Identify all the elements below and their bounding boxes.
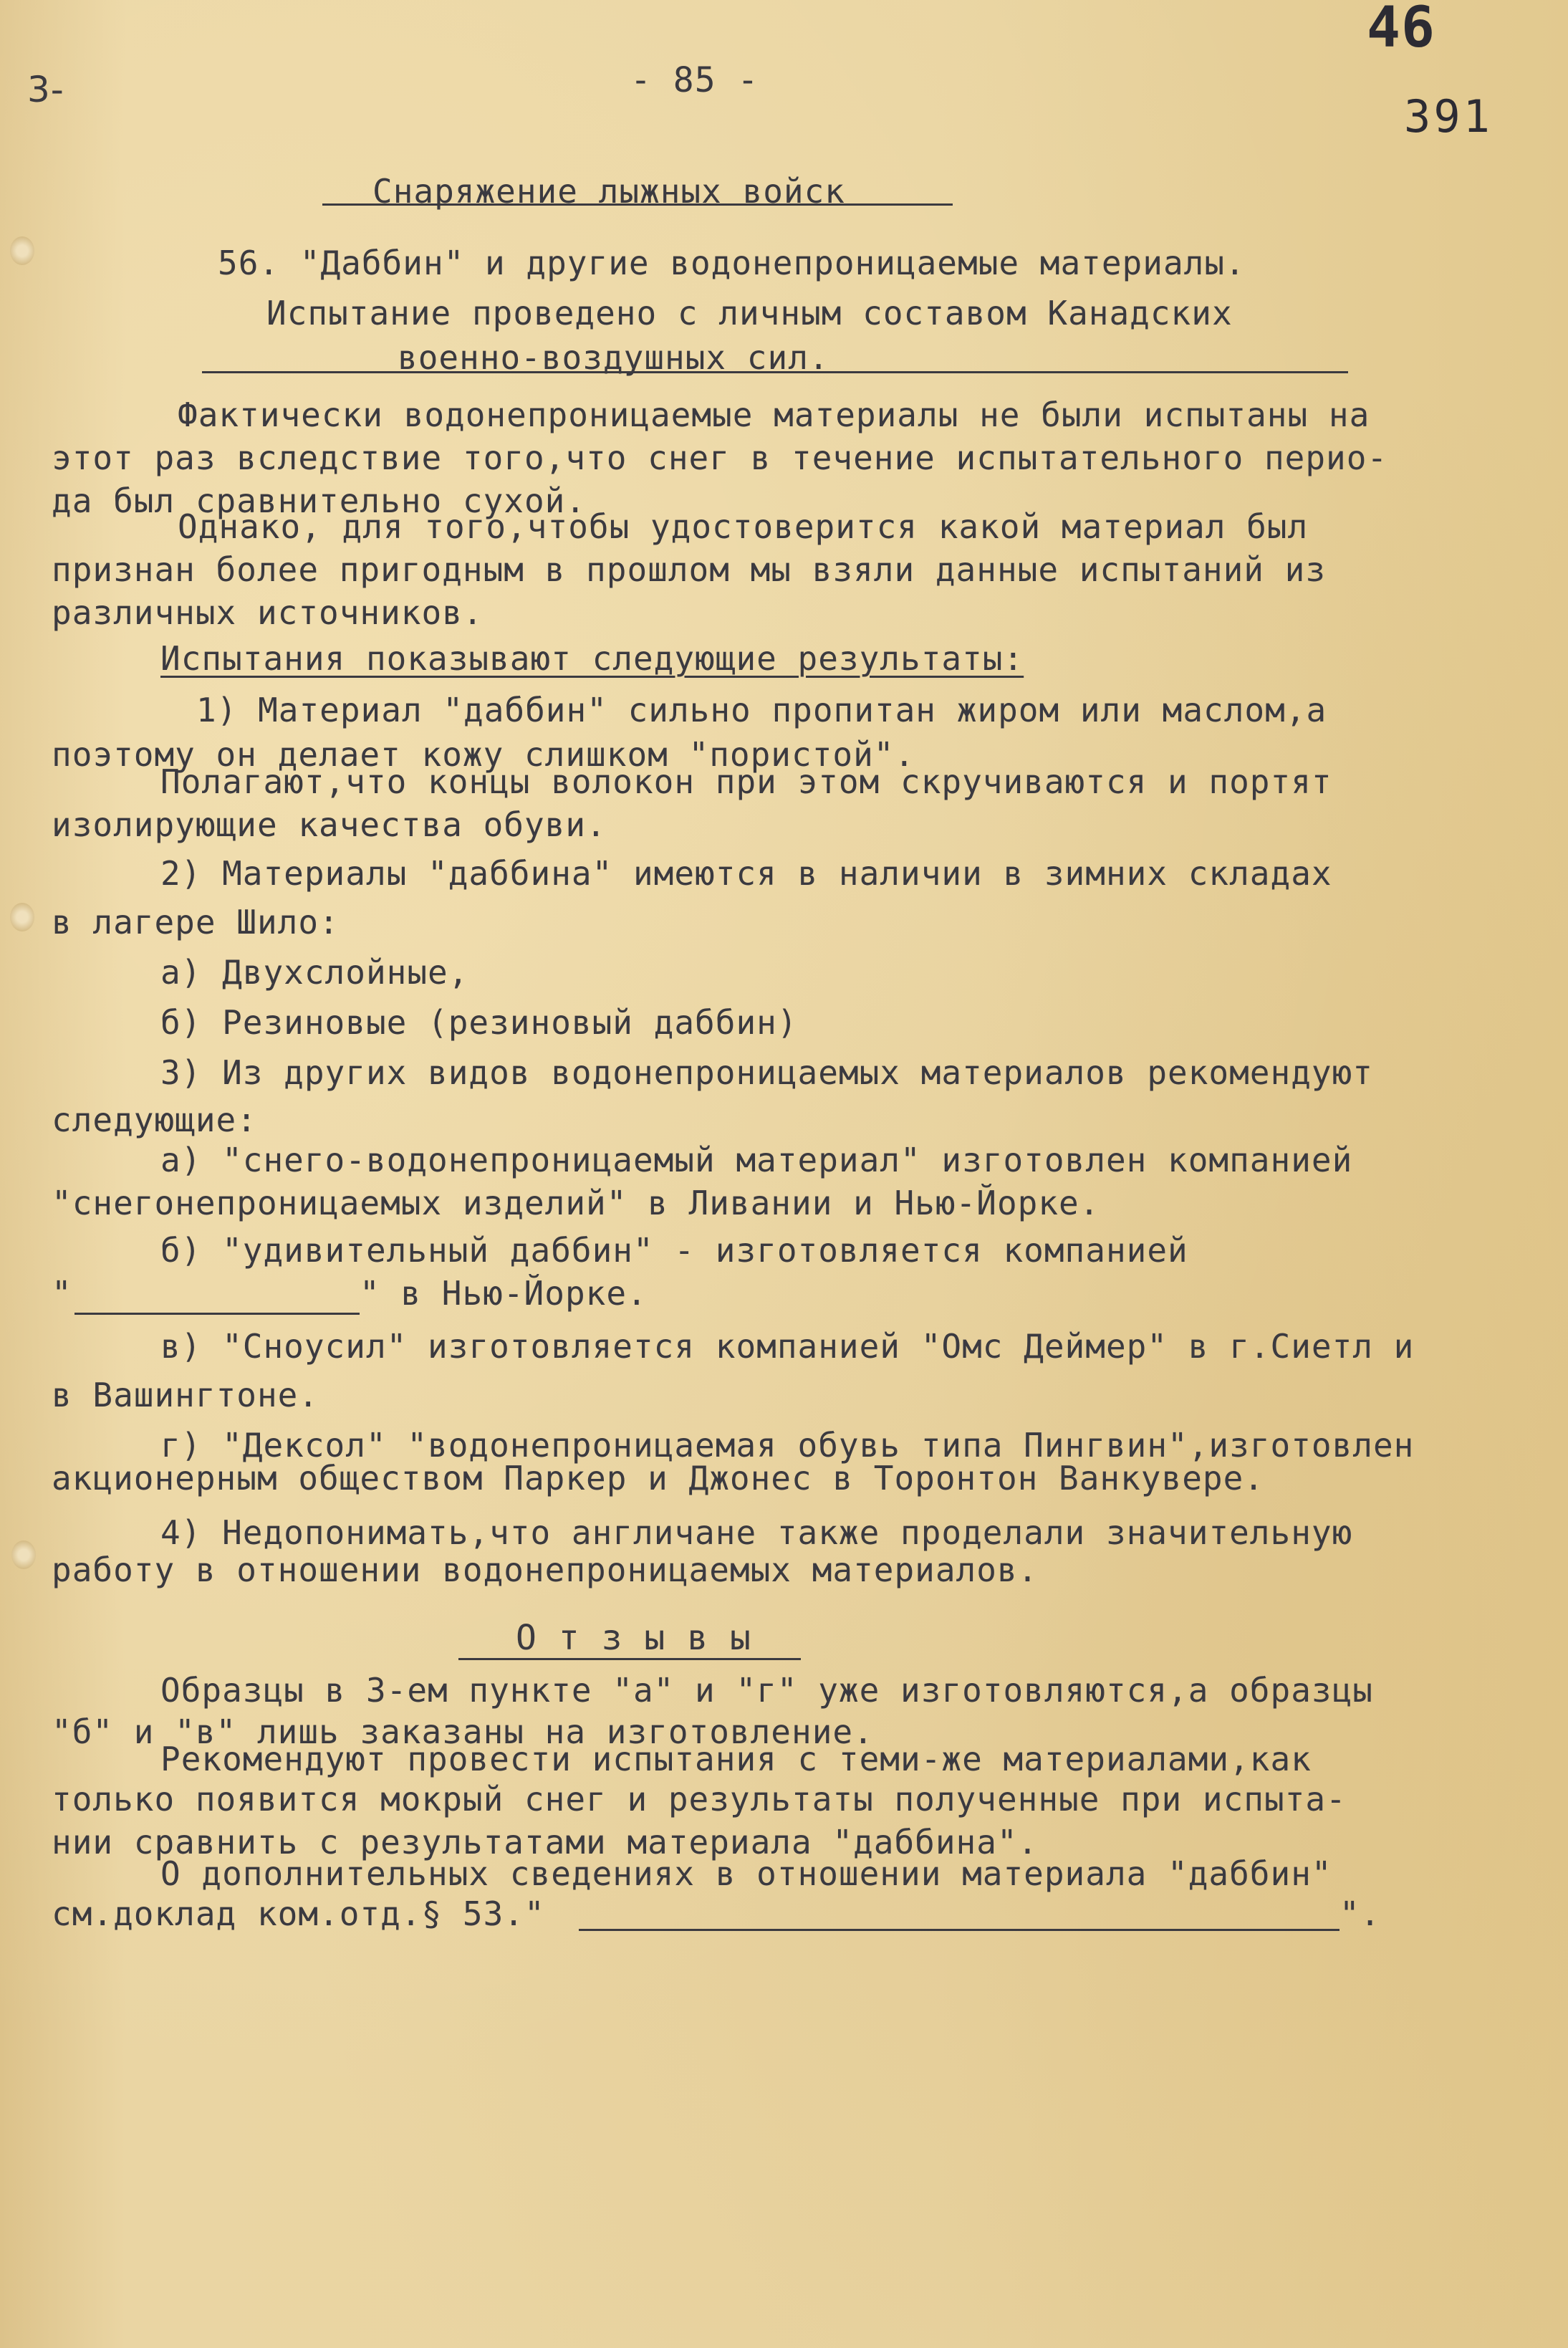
- binding-hole: [10, 903, 34, 931]
- review-line: Образцы в 3-ем пункте "а" и "г" уже изготовляются,а образцы: [160, 1671, 1373, 1710]
- binding-hole: [10, 236, 34, 265]
- archive-stamp-number: 391: [1404, 90, 1493, 143]
- result-line: в) "Сноусил" изготовляется компанией "Омс Деймер" в г.Сиетл и: [160, 1327, 1415, 1366]
- result-line: а) Двухслойные,: [160, 953, 469, 992]
- review-line: "б" и "в" лишь заказаны на изготовление.: [52, 1712, 874, 1751]
- result-line: 3) Из других видов водонепроницаемых материалов рекомендуют: [160, 1053, 1373, 1092]
- left-margin-mark: 3-: [27, 69, 64, 110]
- result-line: работу в отношении водонепроницаемых материалов.: [52, 1551, 1039, 1589]
- review-line: О дополнительных сведениях в отношении материала "даббин": [160, 1854, 1332, 1893]
- result-line: в лагере Шило:: [52, 903, 340, 941]
- result-line: следующие:: [52, 1101, 257, 1139]
- intro-line: признан более пригодным в прошлом мы взяли данные испытаний из: [52, 550, 1327, 589]
- intro-line: да был сравнительно сухой.: [52, 481, 587, 520]
- blank-company-line: [74, 1313, 360, 1315]
- result-line: " в Нью-Йорке.: [360, 1274, 648, 1313]
- result-line: г) "Дексол" "водонепроницаемая обувь типа Пингвин",изготовлен: [160, 1426, 1415, 1465]
- binding-hole: [11, 1540, 36, 1569]
- result-line: акционерным обществом Паркер и Джонес в Торонтон Ванкувере.: [52, 1459, 1264, 1498]
- review-line: нии сравнить с результатами материала "даббина".: [52, 1823, 1039, 1861]
- reviews-heading-underline: [458, 1658, 801, 1660]
- result-line: 1) Материал "даббин" сильно пропитан жиром или маслом,а: [196, 691, 1327, 729]
- item-title: 56. "Даббин" и другие водонепроницаемые материалы.: [218, 244, 1246, 282]
- result-line: в Вашингтоне.: [52, 1376, 319, 1414]
- review-line: ".: [1339, 1894, 1381, 1933]
- page-number: - 85 -: [630, 60, 759, 100]
- intro-line: Однако, для того,чтобы удостоверится какой материал был: [178, 507, 1309, 546]
- subtitle-line-1: Испытание проведено с личным составом Канадских: [266, 294, 1233, 332]
- reference-fill-line: [579, 1929, 1339, 1931]
- result-line: 4) Недопонимать,что англичане также проделали значительную: [160, 1513, 1353, 1552]
- result-line: Полагают,что концы волокон при этом скручиваются и портят: [160, 762, 1332, 801]
- result-line: б) "удивительный даббин" - изготовляется компанией: [160, 1231, 1188, 1270]
- result-line: "снегонепроницаемых изделий" в Ливании и Нью-Йорке.: [52, 1184, 1100, 1222]
- results-heading: Испытания показывают следующие результаты:: [160, 639, 1024, 678]
- result-line: 2) Материалы "даббина" имеются в наличии в зимних складах: [160, 854, 1332, 893]
- subtitle-line-2: военно-воздушных сил.: [398, 338, 829, 377]
- result-line: поэтому он делает кожу слишком "пористой".: [52, 735, 915, 774]
- intro-line: различных источников.: [52, 593, 484, 632]
- result-line: а) "снего-водонепроницаемый материал" изготовлен компанией: [160, 1141, 1353, 1179]
- section-title: Снаряжение лыжных войск: [372, 172, 845, 211]
- reviews-heading: О т з ы в ы: [516, 1618, 751, 1658]
- result-line: изолирующие качества обуви.: [52, 805, 607, 844]
- result-line: б) Резиновые (резиновый даббин): [160, 1003, 798, 1042]
- review-line: только появится мокрый снег и результаты полученные при испыта-: [52, 1780, 1347, 1818]
- result-line: ": [52, 1274, 72, 1313]
- intro-line: Фактически водонепроницаемые материалы не были испытаны на: [178, 396, 1370, 434]
- review-line: Рекомендуют провести испытания с теми-же материалами,как: [160, 1740, 1312, 1778]
- intro-line: этот раз вследствие того,что снег в течение испытательного перио-: [52, 439, 1388, 477]
- archive-stamp-top: 46: [1367, 0, 1435, 60]
- review-line: см.доклад ком.отд.§ 53.": [52, 1894, 545, 1933]
